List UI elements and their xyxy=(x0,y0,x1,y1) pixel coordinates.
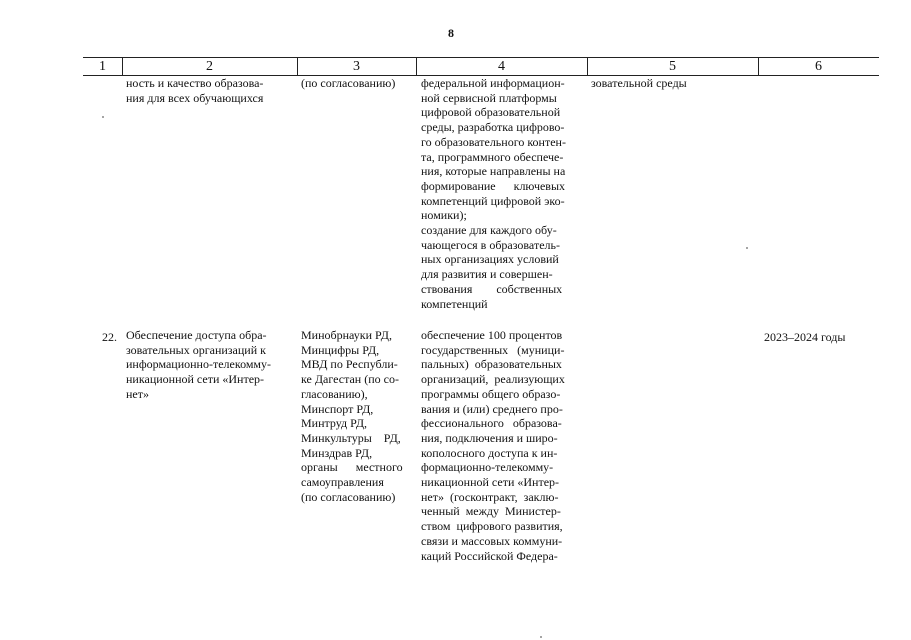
scan-speck xyxy=(102,116,104,118)
result-cell: федеральной информацион- ной сервисной платформы цифровой образовательной среды, разработка цифрово- го образовательного контен- та, программного обеспече- ния, которые направлены на формирование ключевых компетенций цифровой эко- номики); создание для каждого обу- чающегося в образователь- ных организациях условий для развития и совершен- ствования собственных компетенций xyxy=(421,76,566,311)
page-number: 8 xyxy=(448,26,454,40)
scan-speck xyxy=(746,247,748,249)
scan-speck xyxy=(540,636,542,638)
row-number: 22. xyxy=(102,330,117,344)
result-cell: обеспечение 100 процентов государственных (муници- пальных) образовательных организаций, реализующих программы общего образо- вания и (или) среднего про- фессионального образова- ния, подключения и широ- кополосного доступа к ин- формационно-телекомму- никационной сети «Интер- нет» (госконтракт, заклю- ченный между Министер- ством цифрового развития, связи и массовых коммуни- каций Российской Федера- xyxy=(421,328,565,563)
event-cell: Обеспечение доступа обра- зовательных организаций к информационно-телекомму- никационной сети «Интер- нет» xyxy=(126,328,272,401)
term-cell: 2023–2024 годы xyxy=(764,330,846,344)
header-col-3: 3 xyxy=(353,59,360,74)
executors-cell: Минобрнауки РД, Минцифры РД, МВД по Республи- ке Дагестан (по со- гласованию), Минспорт РД, Минтруд РД, Минкультуры РД, Минздрав РД, органы местного самоуправления (по согласованию) xyxy=(301,328,403,504)
col5-cell: зовательной среды xyxy=(591,76,687,90)
header-col-4: 4 xyxy=(498,59,505,74)
header-col-6: 6 xyxy=(815,59,822,74)
header-col-5: 5 xyxy=(669,59,676,74)
header-col-1: 1 xyxy=(99,59,106,74)
header-col-2: 2 xyxy=(206,59,213,74)
event-cell: ность и качество образова- ния для всех обучающихся xyxy=(126,76,264,105)
executors-cell: (по согласованию) xyxy=(301,76,396,90)
